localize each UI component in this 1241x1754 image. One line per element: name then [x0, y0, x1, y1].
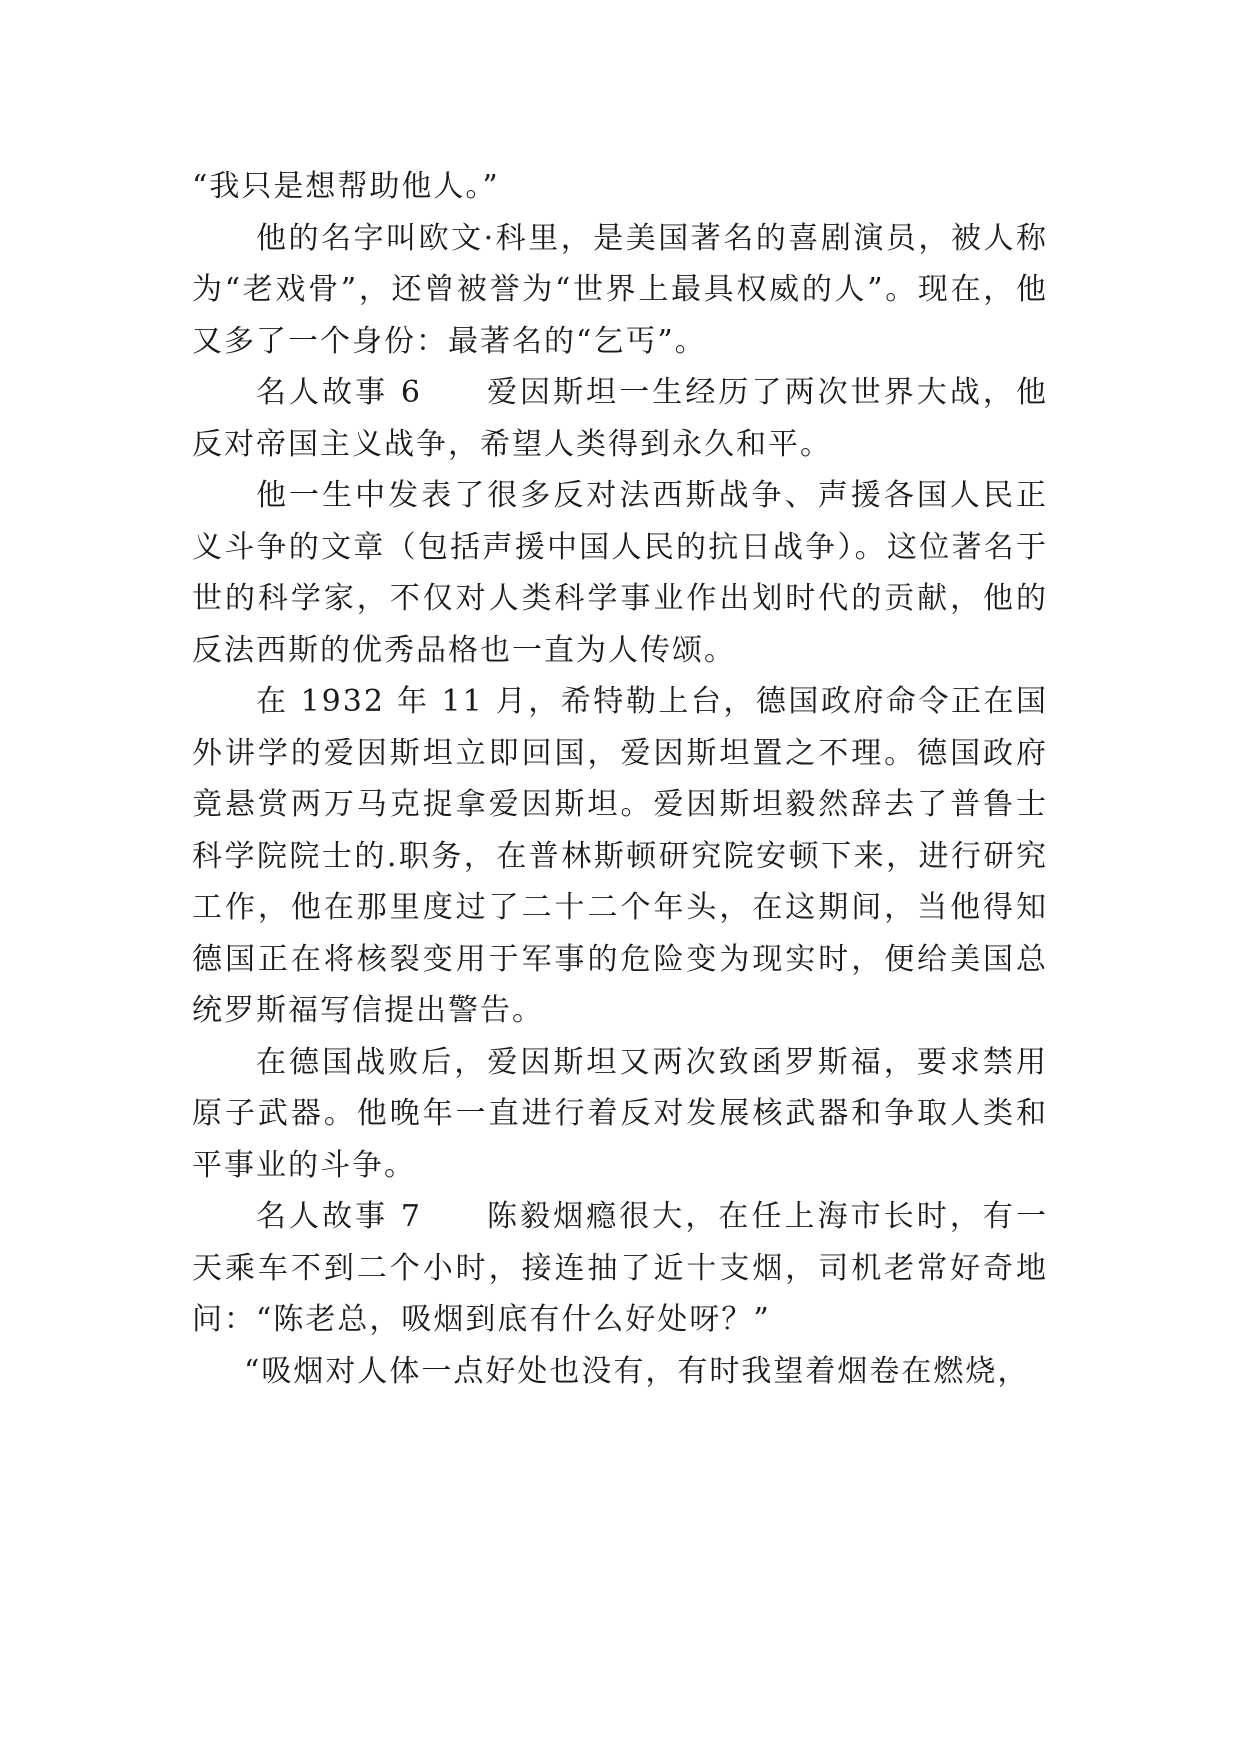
- paragraph-postwar: 在德国战败后，爱因斯坦又两次致函罗斯福，要求禁用原子武器。他晚年一直进行着反对发展核武器和争取人类和平事业的斗争。: [192, 1044, 1048, 1183]
- paragraph-story-7-intro: [192, 1191, 1048, 1346]
- paragraph-1932: 在 1932 年 11 月，希特勒上台，德国政府命令正在国外讲学的爱因斯坦立即回国，爱因斯坦置之不理。德国政府竟悬赏两万马克捉拿爱因斯坦。爱因斯坦毅然辞去了普鲁士科学院院士的.职务，在普林斯顿研究院安顿下来，进行研究工作，他在那里度过了二十二个年头，在这期间，当他得知德国正在将核裂变用于军事的危险变为现实时，便给美国总统罗斯福写信提出警告。: [192, 684, 1048, 1028]
- paragraph-smoking-reply: “吸烟对人体一点好处也没有，有时我望着烟卷在燃烧，: [244, 1353, 1030, 1389]
- paragraph-story-6-intro: [192, 367, 1048, 470]
- paragraph-quote: “我只是想帮助他人。”: [192, 169, 500, 204]
- story-heading-7: 名人故事 7: [256, 1199, 422, 1234]
- paragraph-irwin-corey: 他的名字叫欧文·科里，是美国著名的喜剧演员，被人称为“老戏骨”，还曾被誉为“世界上最具权威的人”。现在，他又多了一个身份：最著名的“乞丐”。: [192, 220, 1048, 359]
- story-6-text: 爱因斯坦一生经历了两次世界大战，他反对帝国主义战争，希望人类得到永久和平。: [192, 375, 1048, 462]
- document-body: [192, 161, 1048, 1397]
- story-heading-6: 名人故事 6: [256, 375, 422, 410]
- story-7-text: 陈毅烟瘾很大，在任上海市长时，有一天乘车不到二个小时，接连抽了近十支烟，司机老常好奇地问：“陈老总，吸烟到底有什么好处呀？”: [192, 1199, 1048, 1337]
- paragraph-antifascist: 他一生中发表了很多反对法西斯战争、声援各国人民正义斗争的文章（包括声援中国人民的抗日战争）。这位著名于世的科学家，不仅对人类科学事业作出划时代的贡献，他的反法西斯的优秀品格也一直为人传颂。: [192, 478, 1048, 668]
